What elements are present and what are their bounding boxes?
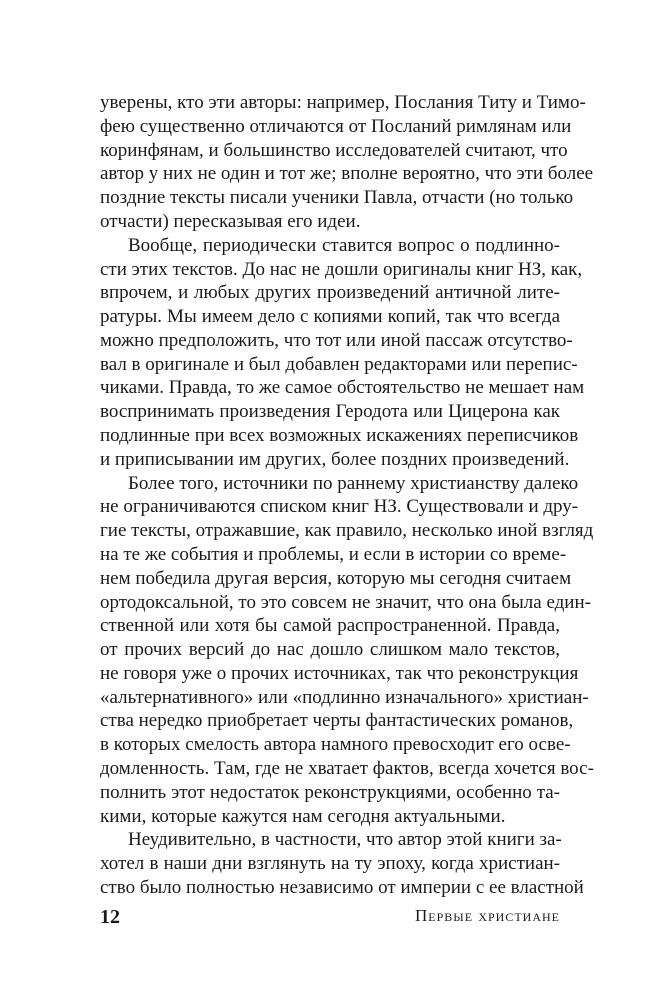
text-line: ратуры. Мы имеем дело с копиями копий, так что всегда [100, 306, 560, 328]
running-head: Первые христиане [415, 906, 560, 925]
text-line: кими, которые кажутся нам сегодня актуальными. [100, 805, 506, 827]
text-line: Более того, источники по раннему христианству далеко [128, 472, 579, 494]
text-line: и приписывании им других, более поздних произведений. [100, 448, 570, 470]
text-line: подлинные при всех возможных искажениях переписчиков [100, 425, 579, 447]
text-line: «альтернативного» или «подлинно изначального» христиан- [100, 686, 589, 708]
text-line: гие тексты, отражавшие, как правило, несколько иной взгляд [100, 520, 594, 542]
text-line: фею существенно отличаются от Посланий римлянам или [100, 115, 572, 137]
text-line: от прочих версий до нас дошло слишком мало текстов, [100, 639, 560, 661]
text-line: ственной или хотя бы самой распространенной. Правда, [100, 615, 560, 637]
text-line: чиками. Правда, то же самое обстоятельство не мешает нам [100, 377, 585, 399]
text-line: хотел в наши дни взглянуть на ту эпоху, когда христиан- [100, 853, 560, 875]
text-line: Вообще, периодически ставится вопрос о подлинно- [128, 234, 560, 256]
text-line: автор у них не один и тот же; вполне вероятно, что эти более [100, 163, 594, 185]
text-line: уверены, кто эти авторы: например, Послания Титу и Тимо- [100, 92, 586, 113]
text-line: не ограничиваются списком книг НЗ. Существовали и дру- [100, 496, 579, 518]
text-line: в которых смелость автора намного превосходит его осве- [100, 734, 571, 756]
text-line: отчасти) пересказывая его идеи. [100, 210, 361, 232]
text-line: нем победила другая версия, которую мы сегодня считаем [100, 567, 572, 589]
text-line: не говоря уже о прочих источниках, так что реконструкция [100, 662, 579, 684]
text-line: домленность. Там, где не хватает фактов, всегда хочется вос- [100, 758, 594, 780]
text-line: полнить этот недостаток реконструкциями, особенно та- [100, 781, 560, 803]
text-line: поздние тексты писали ученики Павла, отчасти (но только [100, 187, 574, 209]
text-line: сти этих текстов. До нас не дошли оригиналы книг НЗ, как, [100, 258, 583, 280]
text-line: можно предположить, что тот или иной пассаж отсутство- [100, 329, 573, 351]
page-number: 12 [100, 906, 120, 928]
text-line: ство было полностью независимо от империи с ее властной [100, 877, 584, 898]
text-line: впрочем, и любых других произведений античной лите- [100, 282, 560, 304]
text-line: Неудивительно, в частности, что автор этой книги за- [128, 829, 562, 851]
text-line: ортодоксальной, то это совсем не значит, что она была един- [100, 591, 591, 613]
text-line: ства нередко приобретает черты фантастических романов, [100, 710, 574, 732]
text-line: на те же события и проблемы, и если в истории со време- [100, 543, 567, 565]
text-line: вал в оригинале и был добавлен редакторами или перепис- [100, 353, 578, 375]
text-line: коринфянам, и большинство исследователей считают, что [100, 139, 568, 161]
text-line: воспринимать произведения Геродота или Цицерона как [100, 401, 560, 423]
